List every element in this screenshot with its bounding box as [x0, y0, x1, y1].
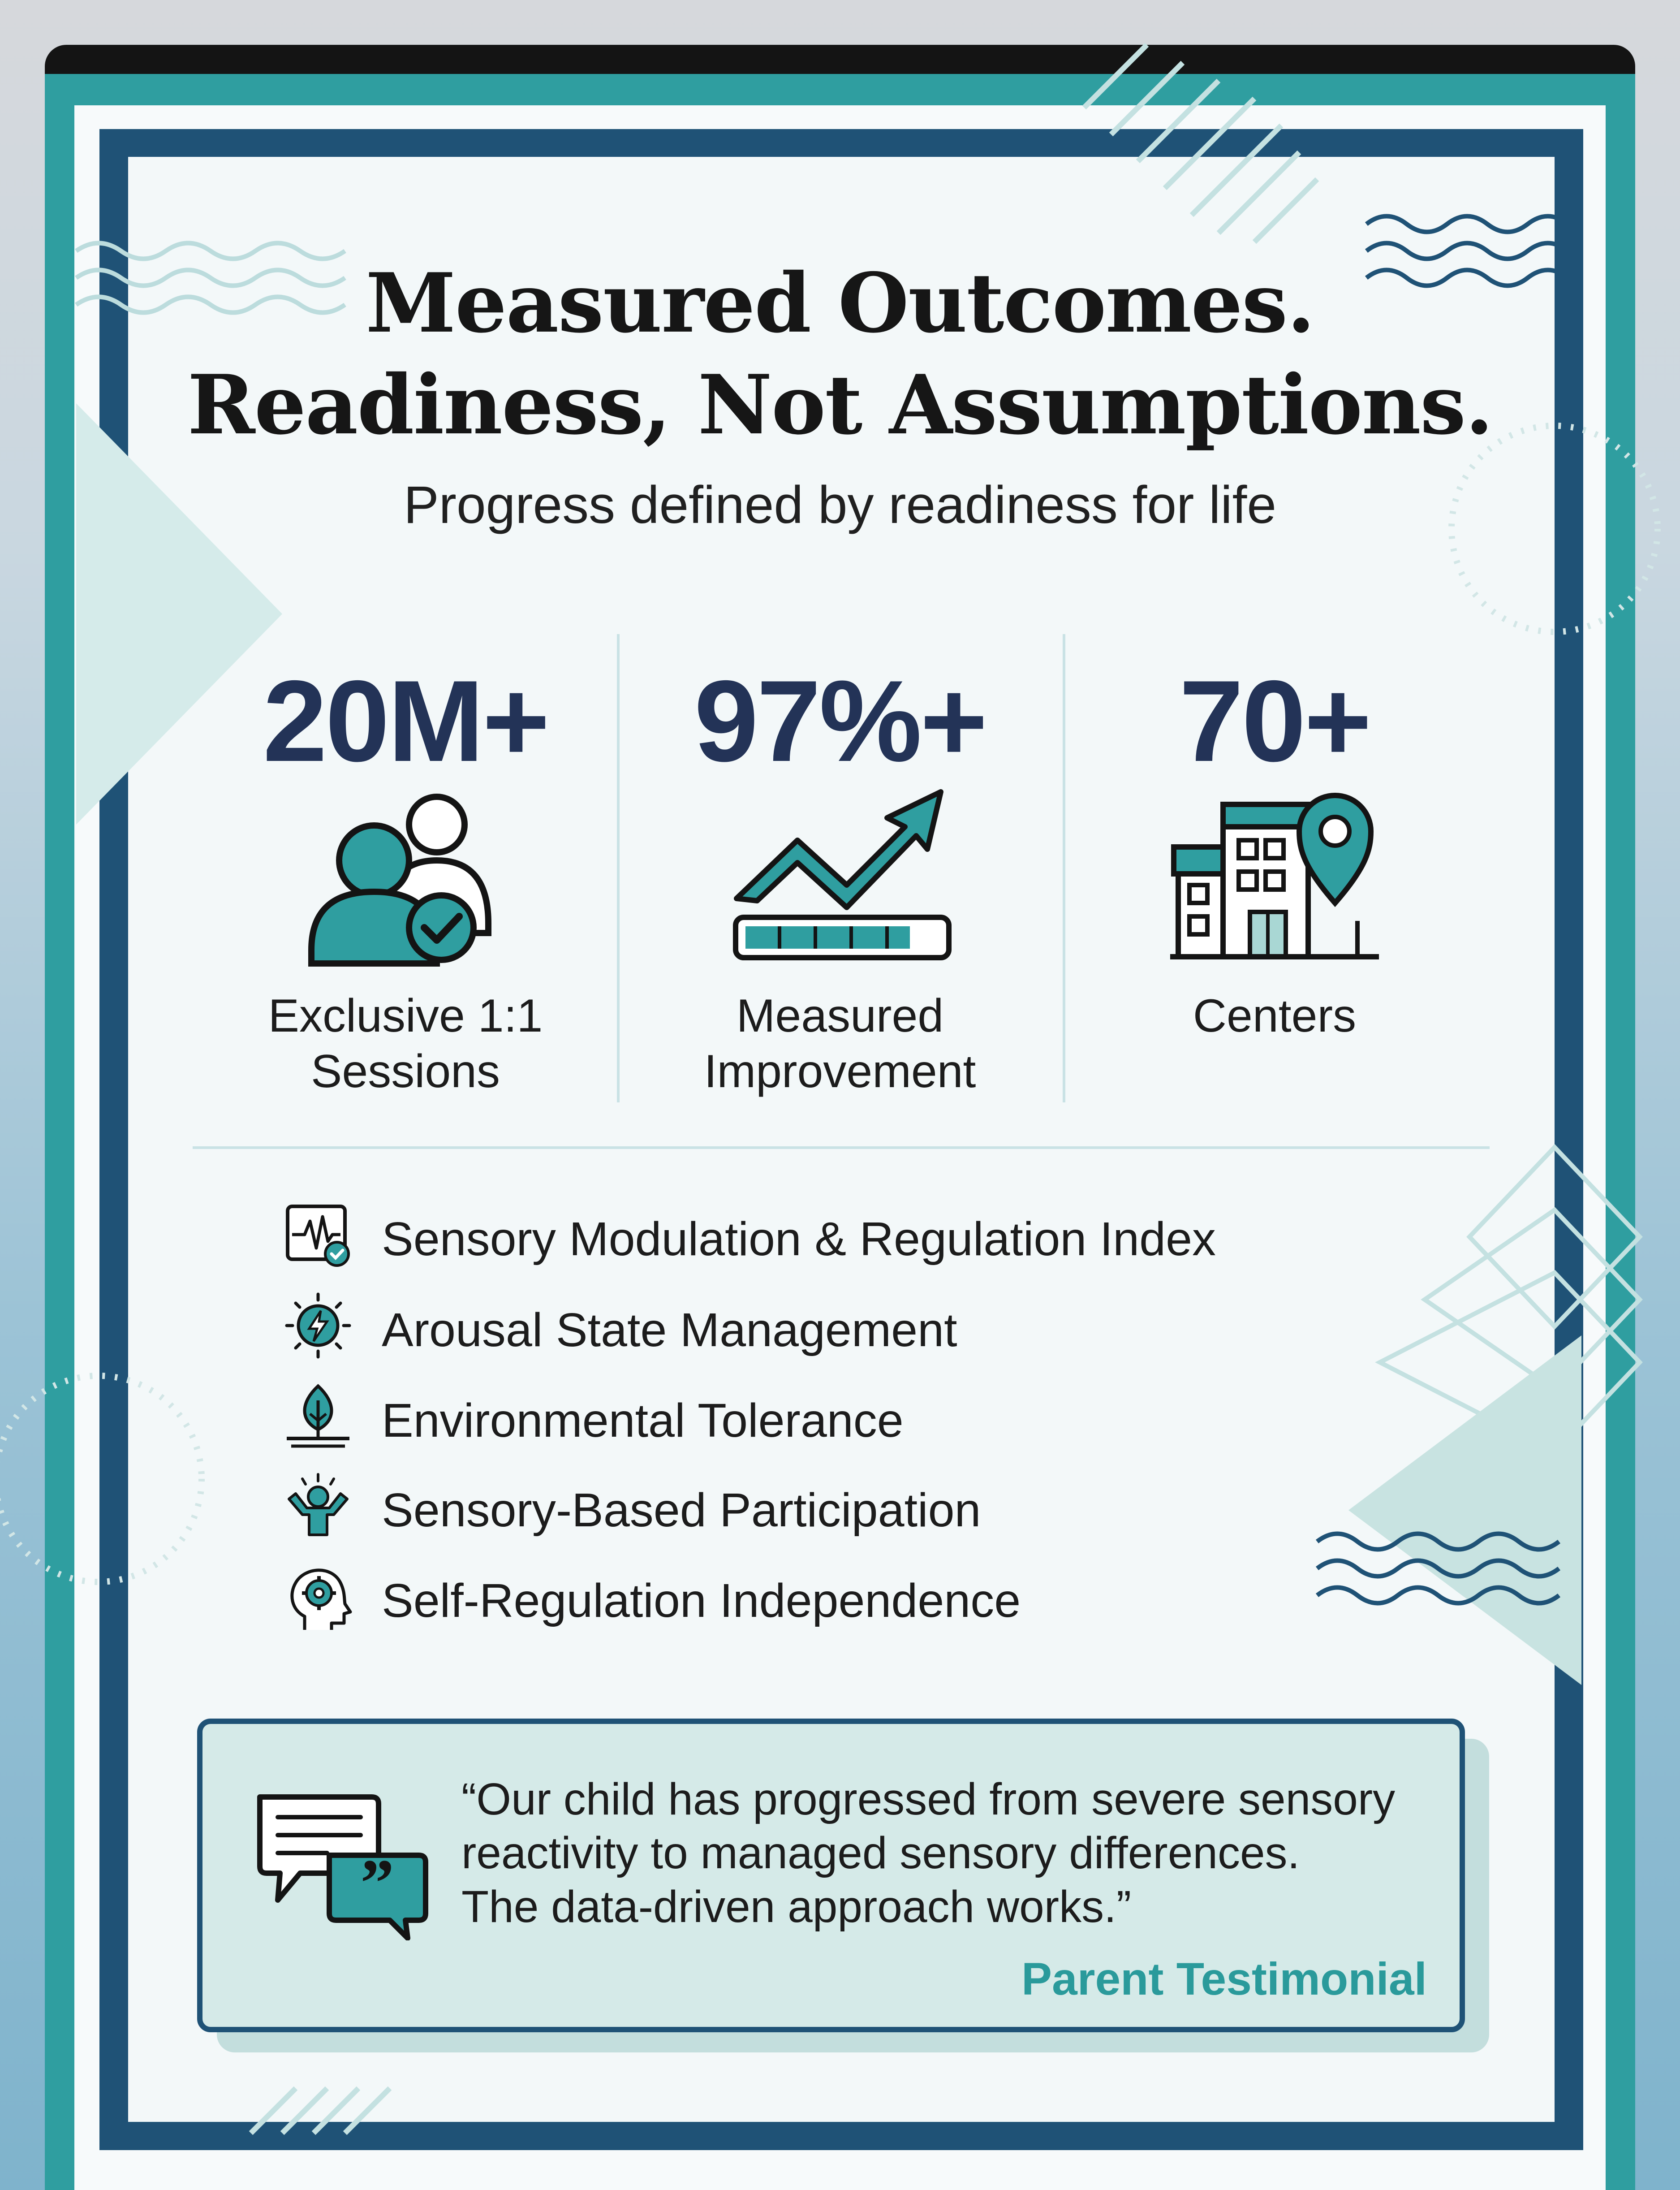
page-title-line1: Measured Outcomes. [366, 255, 1314, 351]
testimonial-line: reactivity to managed sensory differences. [461, 1828, 1300, 1878]
testimonial-line: The data-driven approach works.” [461, 1882, 1132, 1932]
stat-value: 70+ [1179, 656, 1370, 786]
metric-label: Environmental Tolerance [382, 1394, 904, 1447]
page-title-line2: Readiness, Not Assumptions. [187, 357, 1493, 453]
users-check-icon [307, 789, 504, 977]
metric-label: Sensory-Based Participation [382, 1484, 981, 1537]
testimonial-line: “Our child has progressed from severe sensory [461, 1774, 1396, 1824]
section-divider [193, 1146, 1490, 1149]
stat-centers [1051, 0, 1499, 1120]
stat-value: 20M+ [263, 656, 548, 786]
stat-label-line1: Exclusive 1:1 [268, 990, 543, 1042]
person-arms-up-icon [278, 1472, 354, 1539]
testimonial-author: Parent Testimonial [1021, 1953, 1427, 2004]
stat-label-line1: Measured [736, 990, 944, 1042]
stat-value: 97%+ [694, 656, 986, 786]
stat-label-line2: Improvement [704, 1045, 976, 1097]
head-gear-icon [278, 1563, 354, 1634]
building-location-icon [1169, 786, 1380, 966]
speech-bubbles-quote-icon [251, 1788, 430, 1940]
testimonial-text [461, 1772, 1447, 1934]
stat-improvement [616, 0, 1064, 1120]
sun-bolt-icon [278, 1292, 354, 1359]
stat-label-line2: Sessions [311, 1045, 500, 1097]
metric-label: Arousal State Management [382, 1304, 957, 1356]
progress-fill [745, 926, 910, 949]
stat-sessions [181, 0, 629, 1120]
stat-label-line1: Centers [1193, 990, 1357, 1042]
waveform-check-icon [278, 1201, 354, 1268]
page-subtitle: Progress defined by readiness for life [403, 475, 1277, 535]
trend-up-progress-icon [730, 786, 954, 966]
metric-label: Self-Regulation Independence [382, 1574, 1021, 1627]
svg-text:”: ” [360, 1846, 394, 1920]
metric-label: Sensory Modulation & Regulation Index [382, 1213, 1216, 1266]
leaf-ground-icon [278, 1382, 354, 1450]
